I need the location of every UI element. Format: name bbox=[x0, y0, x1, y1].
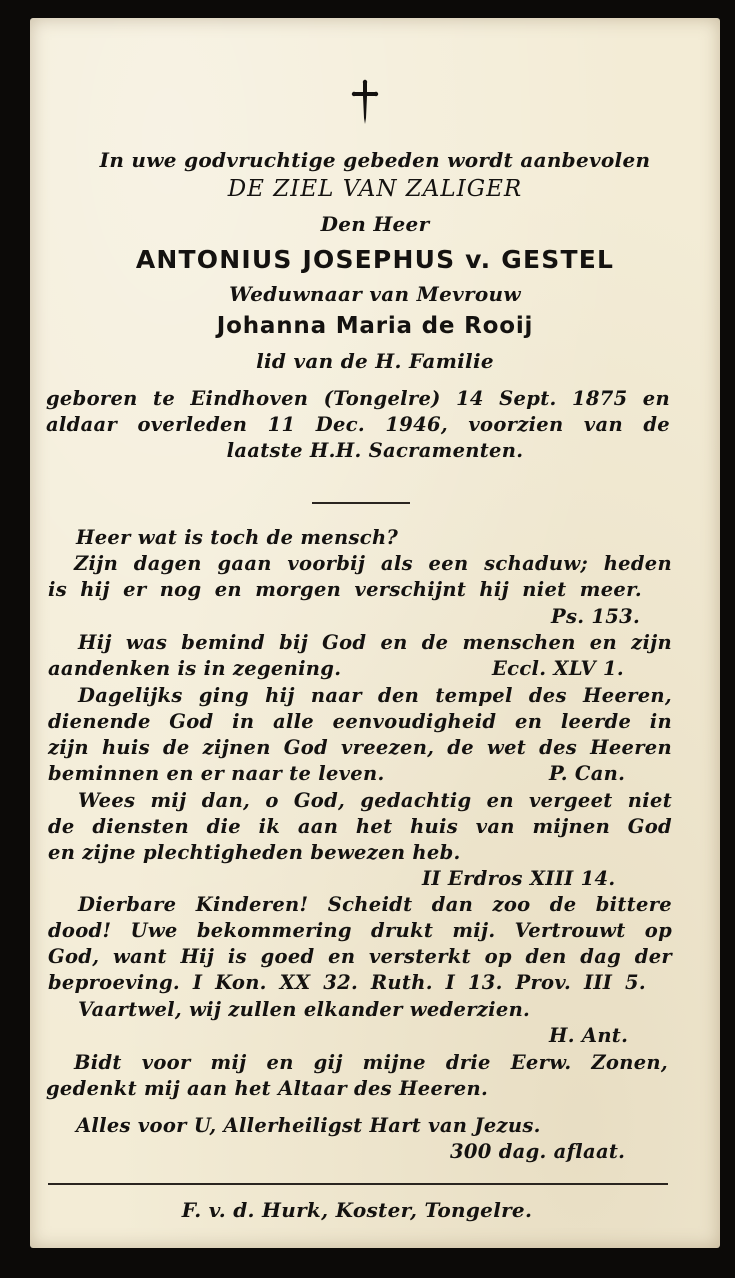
life-line-3: laatste H.H. Sacramenten. bbox=[226, 439, 524, 462]
widower-text: Weduwnaar van Mevrouw bbox=[229, 282, 521, 306]
card-content bbox=[30, 18, 720, 1248]
verse-7-line-1: Bidt voor mij en gij mijne drie Eerw. Zonen, bbox=[74, 1051, 668, 1074]
verse-3-line-2: dienende God in alle eenvoudigheid en leerde in bbox=[48, 710, 672, 733]
verse-4-line-1: Wees mij dan, o God, gedachtig en vergeet niet bbox=[78, 789, 672, 812]
divider-line bbox=[312, 502, 410, 504]
verse-5-line-2: dood! Uwe bekommering drukt mij. Vertrouwt op bbox=[48, 919, 672, 942]
verse-4-line-2: de diensten die ik aan het huis van mijnen God bbox=[48, 815, 672, 838]
verse-3-line-4: beminnen en er naar te leven. bbox=[48, 762, 385, 785]
verse-5-line-4: beproeving. I Kon. XX 32. Ruth. I 13. Prov. III 5. bbox=[48, 971, 646, 994]
soul-heading: DE ZIEL VAN ZALIGER bbox=[227, 176, 523, 202]
verse-2-line-2: aandenken is in zegening. bbox=[48, 657, 342, 680]
cross-icon bbox=[350, 78, 380, 126]
verse-3-reference: P. Can. bbox=[549, 762, 626, 785]
verse-1-reference: Ps. 153. bbox=[551, 605, 641, 628]
verse-2-line-1: Hij was bemind bij God en de menschen en zijn bbox=[78, 631, 672, 654]
verse-3-line-3: zijn huis de zijnen God vreezen, de wet des Heeren bbox=[48, 736, 672, 759]
verse-1-line-2: Zijn dagen gaan voorbij als een schaduw; heden bbox=[74, 552, 672, 575]
verse-8-line-1: Alles voor U, Allerheiligst Hart van Jezus. bbox=[76, 1114, 541, 1137]
member-text: lid van de H. Familie bbox=[256, 349, 494, 373]
footer-rule bbox=[48, 1183, 668, 1185]
verse-3-line-1: Dagelijks ging hij naar den tempel des Heeren, bbox=[78, 684, 672, 707]
spouse-name: Johanna Maria de Rooij bbox=[216, 313, 534, 339]
verse-6-reference: H. Ant. bbox=[549, 1024, 629, 1047]
verse-5-line-3: God, want Hij is goed en versterkt op den dag der bbox=[48, 945, 672, 968]
verse-4-line-3: en zijne plechtigheden bewezen heb. bbox=[48, 841, 461, 864]
life-line-2: aldaar overleden 11 Dec. 1946, voorzien van de bbox=[46, 413, 670, 436]
deceased-name: ANTONIUS JOSEPHUS v. GESTEL bbox=[135, 245, 615, 274]
printer-credit: F. v. d. Hurk, Koster, Tongelre. bbox=[181, 1198, 533, 1222]
verse-2-reference: Eccl. XLV 1. bbox=[492, 657, 624, 680]
verse-4-reference: II Erdros XIII 14. bbox=[422, 867, 616, 890]
verse-1-line-1: Heer wat is toch de mensch? bbox=[76, 526, 399, 549]
verse-1-line-3: is hij er nog en morgen verschijnt hij niet meer. bbox=[48, 578, 642, 601]
intro-text: In uwe godvruchtige gebeden wordt aanbevolen bbox=[99, 148, 651, 172]
memorial-card bbox=[30, 18, 720, 1248]
title-text: Den Heer bbox=[320, 212, 430, 236]
verse-5-line-1: Dierbare Kinderen! Scheidt dan zoo de bittere bbox=[78, 893, 672, 916]
verse-6-line-1: Vaartwel, wij zullen elkander wederzien. bbox=[78, 998, 531, 1021]
life-line-1: geboren te Eindhoven (Tongelre) 14 Sept. 1875 en bbox=[46, 387, 670, 410]
verse-7-line-2: gedenkt mij aan het Altaar des Heeren. bbox=[46, 1077, 489, 1100]
indulgence-text: 300 dag. aflaat. bbox=[450, 1140, 626, 1163]
